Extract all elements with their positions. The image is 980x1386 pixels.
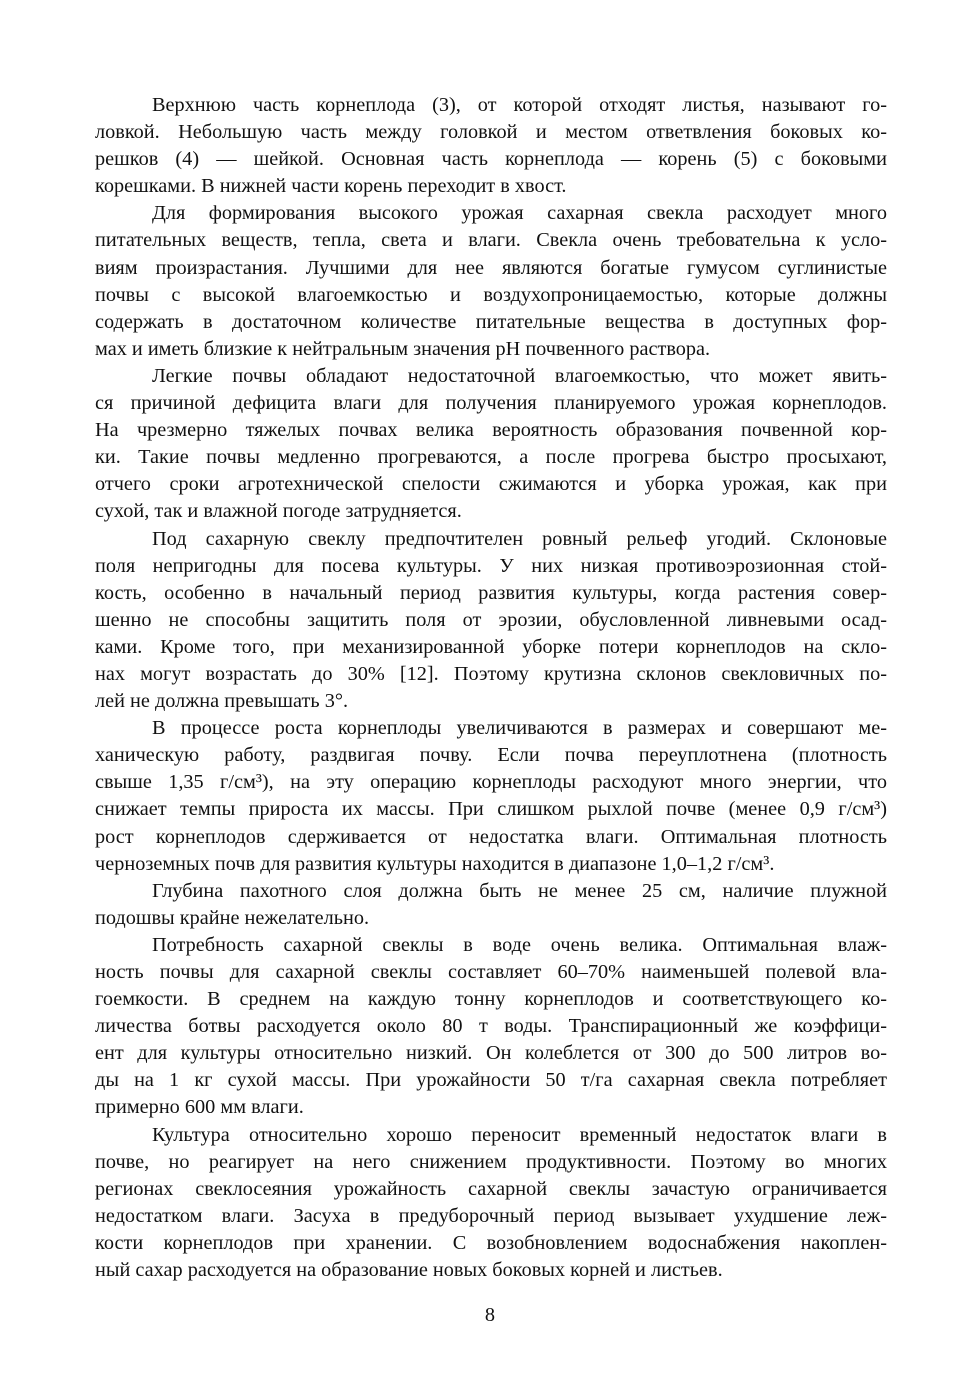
text-line: ханическую работу, раздвигая почву. Если почва переуплотнена (плотность [95, 744, 887, 767]
text-line: почвы с высокой влагоемкостью и воздухопроницаемостью, которые должны [95, 283, 887, 306]
text-line: лей не должна превышать 3°. [95, 690, 349, 713]
text-line: виям произрастания. Лучшими для нее являются богатые гумусом суглинистые [95, 256, 887, 279]
paragraph-7 [95, 932, 887, 1122]
text-line: личества ботвы расходуется около 80 т воды. Транспирационный же коэффици- [95, 1015, 887, 1038]
text-line: сухой, так и влажной погоде затрудняется. [95, 500, 462, 523]
text-line: В процессе роста корнеплоды увеличиваются в размерах и совершают ме- [152, 717, 887, 740]
paragraph-1 [95, 92, 887, 200]
text-line: Верхнюю часть корнеплода (3), от которой отходят листья, называют го- [152, 94, 887, 116]
text-line: свыше 1,35 г/см³), на эту операцию корнеплоды расходуют много энергии, что [95, 771, 887, 794]
text-line: ент для культуры относительно низкий. Он колеблется от 300 до 500 литров во- [95, 1042, 887, 1065]
text-line: кости корнеплодов при хранении. С возобновлением водоснабжения накоплен- [95, 1231, 887, 1254]
text-line: Для формирования высокого урожая сахарная свекла расходует много [152, 202, 887, 225]
text-line: На чрезмерно тяжелых почвах велика вероятность образования почвенной кор- [95, 419, 887, 442]
text-line: почве, но реагирует на него снижением продуктивности. Поэтому во многих [95, 1150, 887, 1173]
text-line: ность почвы для сахарной свеклы составляет 60–70% наименьшей полевой вла- [95, 961, 887, 983]
paragraph-8 [95, 1122, 887, 1285]
text-line: гоемкости. В среднем на каждую тонну корнеплодов и соответствующего ко- [95, 988, 887, 1011]
text-line: отчего сроки агротехнической спелости сжимаются и уборка урожая, как при [95, 473, 887, 496]
text-line: ловкой. Небольшую часть между головкой и местом ответвления боковых ко- [95, 121, 887, 144]
text-line: рост корнеплодов сдерживается от недостатка влаги. Оптимальная плотность [95, 825, 887, 848]
text-line: подошвы крайне нежелательно. [95, 906, 370, 929]
text-line: Под сахарную свеклу предпочтителен ровный рельеф угодий. Склоновые [152, 527, 887, 550]
text-line: Культура относительно хорошо переносит временный недостаток влаги в [152, 1123, 887, 1146]
paragraph-4 [95, 526, 887, 716]
text-line: Глубина пахотного слоя должна быть не менее 25 см, наличие плужной [152, 879, 887, 902]
text-line: Потребность сахарной свеклы в воде очень велика. Оптимальная влаж- [152, 933, 887, 956]
text-line: регионах свеклосеяния урожайность сахарной свеклы зачастую ограничивается [95, 1177, 887, 1200]
text-line: корешками. В нижней части корень переходит в хвост. [95, 175, 567, 198]
paragraph-5 [95, 715, 887, 878]
text-line: нах могут возрастать до 30% [12]. Поэтому крутизна склонов свекловичных по- [95, 662, 887, 685]
text-line: ды на 1 кг сухой массы. При урожайности 50 т/га сахарная свекла потребляет [95, 1069, 887, 1092]
page-number: 8 [484, 1304, 496, 1326]
text-line: ками. Кроме того, при механизированной уборке потери корнеплодов на скло- [95, 635, 887, 658]
text-line: недостатком влаги. Засуха в предуборочный период вызывает ухудшение леж- [95, 1204, 887, 1227]
document-body [95, 92, 887, 1284]
text-line: черноземных почв для развития культуры находится в диапазоне 1,0–1,2 г/см³. [95, 852, 775, 875]
text-line: питательных веществ, тепла, света и влаги. Свекла очень требовательна к усло- [95, 229, 887, 252]
text-line: мах и иметь близкие к нейтральным значения pH почвенного раствора. [95, 337, 711, 360]
paragraph-6 [95, 878, 887, 932]
paragraph-3 [95, 363, 887, 526]
text-line: снижает темпы прироста их массы. При слишком рыхлой почве (менее 0,9 г/см³) [95, 798, 887, 821]
text-line: содержать в достаточном количестве питательные вещества в доступных фор- [95, 310, 887, 333]
text-line: ся причиной дефицита влаги для получения планируемого урожая корнеплодов. [95, 392, 887, 415]
text-line: примерно 600 мм влаги. [95, 1096, 304, 1119]
text-line: поля непригодны для посева культуры. У них низкая противоэрозионная стой- [95, 554, 887, 577]
text-line: ный сахар расходуется на образование новых боковых корней и листьев. [95, 1259, 723, 1282]
text-line: шенно не способны защитить поля от эрозии, обусловленной ливневыми осад- [95, 608, 887, 631]
text-line: ки. Такие почвы медленно прогреваются, а после прогрева быстро просыхают, [95, 446, 887, 469]
text-line: решков (4) — шейкой. Основная часть корнеплода — корень (5) с боковыми [95, 148, 887, 171]
text-line: Легкие почвы обладают недостаточной влагоемкостью, что может явить- [152, 364, 887, 387]
paragraph-2 [95, 200, 887, 363]
text-line: кость, особенно в начальный период развития культуры, когда растения совер- [95, 581, 887, 604]
